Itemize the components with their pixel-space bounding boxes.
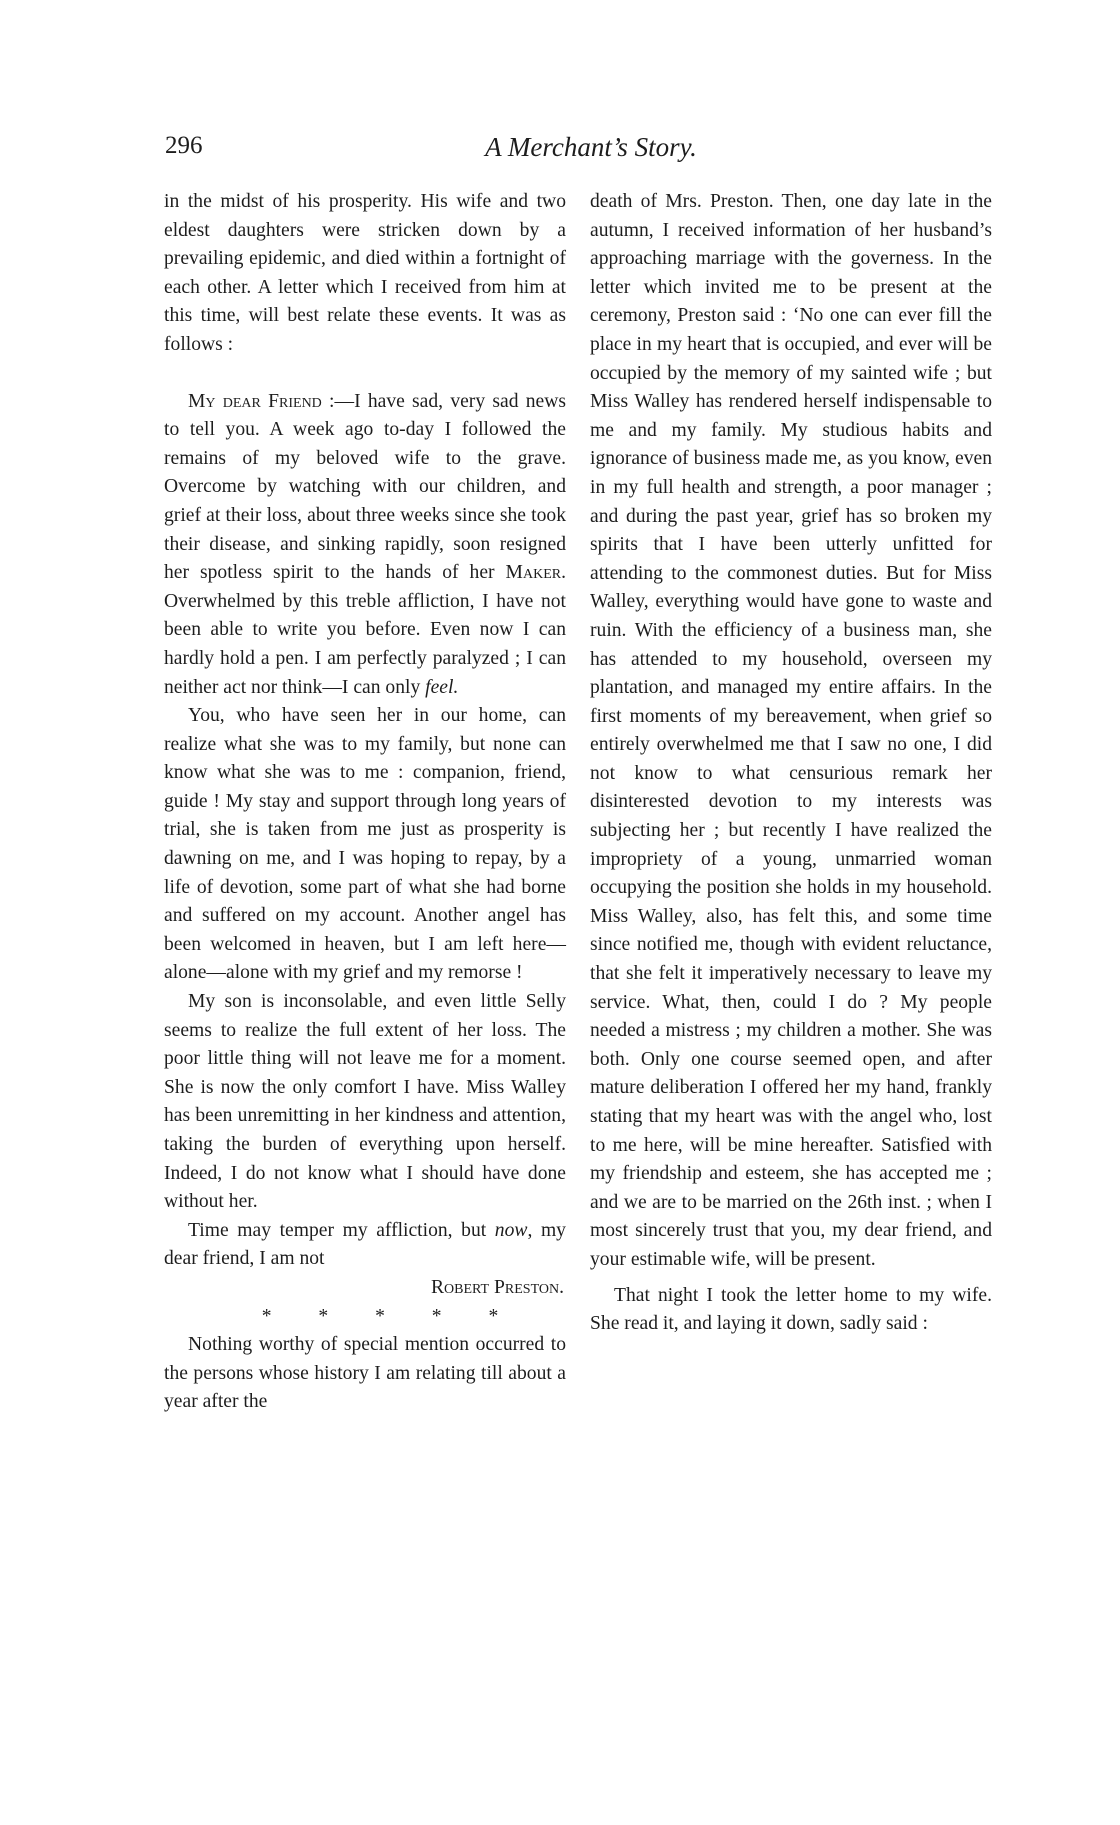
- section-break-stars: * * * * *: [261, 1305, 499, 1327]
- page-header: [165, 132, 1017, 172]
- letter-salutation: My dear Friend: [188, 390, 322, 412]
- feel-word: feel.: [425, 676, 459, 698]
- left-column: [164, 188, 566, 1417]
- letter-paragraph-2: You, who have seen her in our home, can realize what she was to my family, but none can know what she was to me : companion, friend, guide ! My stay and support through long years of trial, she is taken from me just as prosperity is dawning on me, and I was hoping to repay, by a life of devotion, some part of what she had borne and suffered on my account. Another angel has been welcomed in heaven, but I am left here—alone—alone with my grief and my remorse !: [164, 705, 566, 984]
- letter-closing-a: Time may temper my affliction, but: [188, 1219, 495, 1241]
- paragraph-intro: in the midst of his prosperity. His wife and two eldest daughters were stricken down by a prevailing epidemic, and died within a fortnight of each other. A letter which I received from him at this time, will best relate these events. It was as follows :: [164, 191, 566, 355]
- paragraph-preston-letter: death of Mrs. Preston. Then, one day late in the autumn, I received information of her husband’s approaching marriage with the governess. In the letter which invited me to be present at the ceremony, Preston said : ‘No one can ever fill the place in my heart that is occupied, and ever will be occupied by the memory of my sainted wife ; but Miss Walley has rendered herself indispensable to me and my family. My studious habits and ignorance of business made me, as you know, even in my full health and strength, a poor manager ; and during the past year, grief has so broken my spirits that I have been utterly unfitted for attending to the commonest duties. But for Miss Walley, everything would have gone to waste and ruin. With the efficiency of a business man, she has attended to my household, overseen my plantation, and managed my entire affairs. In the first moments of my bereavement, when grief so entirely overwhelmed me that I saw no one, I did not know to what censurious remark her disinterested devotion to my interests was subjecting her ; but recently I have realized the impropriety of a young, unmarried woman occupying the position she holds in my household. Miss Walley, also, has felt this, and some time since notified me, though with evident reluctance, that she felt it imperatively necessary to leave my service. What, then, could I do ? My people needed a mistress ; my children a mother. She was both. Only one course seemed open, and after mature deliberation I offered her my hand, frankly stating that my heart was with the angel who, lost to me here, will be mine hereafter. Satisfied with my friendship and esteem, she has accepted me ; and we are to be married on the 26th inst. ; when I most sincerely trust that you, my dear friend, and your estimable wife, will be present.: [590, 191, 992, 1270]
- maker-word: Maker: [505, 562, 562, 584]
- running-title: A Merchant’s Story.: [485, 132, 697, 162]
- letter-closing-b: , my dear friend, I am not: [164, 1219, 566, 1270]
- paragraph-continuation: Nothing worthy of special mention occurred to the persons whose history I am relating till about a year after the: [164, 1334, 566, 1413]
- letter-text-b: . Overwhelmed by this treble affliction, I have not been able to write you before. Even now I can hardly hold a pen. I am perfectly paralyzed ; I can neither act nor think—I can only: [164, 562, 566, 698]
- paragraph-that-night: That night I took the letter home to my wife. She read it, and laying it down, sadly said :: [590, 1284, 992, 1335]
- right-column: [590, 188, 992, 1339]
- letter-paragraph-1: [164, 388, 566, 703]
- letter-signature: Robert Preston.: [430, 1276, 564, 1298]
- letter-paragraph-3: My son is inconsolable, and even little Selly seems to realize the full extent of her loss. The poor little thing will not leave me for a moment. She is now the only comfort I have. Miss Walley has been unremitting in her kindness and attention, taking the burden of everything upon herself. Indeed, I do not know what I should have done without her.: [164, 991, 566, 1213]
- page-number: 296: [165, 132, 203, 159]
- letter-text-a: :—I have sad, very sad news to tell you. A week ago to-day I followed the remains of my beloved wife to the grave. Overcome by watching with our children, and grief at their loss, about three weeks since she took their disease, and sinking rapidly, soon resigned her spotless spirit to the hands of her: [164, 390, 566, 584]
- paragraph-gap: [164, 360, 566, 388]
- letter-paragraph-4: [164, 1217, 566, 1274]
- now-word: now: [494, 1219, 528, 1241]
